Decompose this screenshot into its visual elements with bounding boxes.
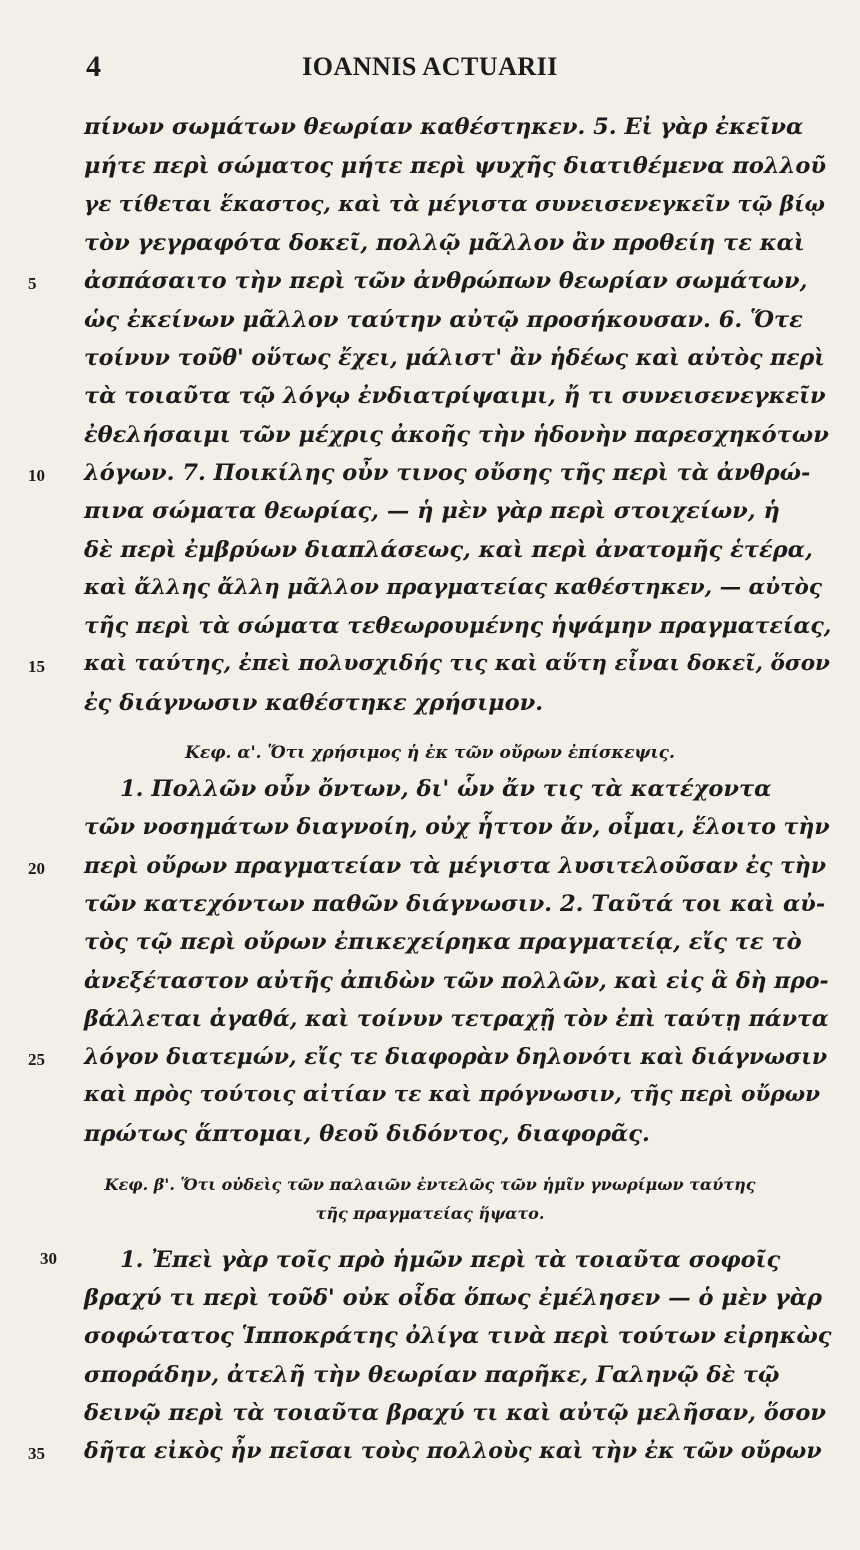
- text-line: τῶν κατεχόντων παθῶν διάγνωσιν. 2. Ταῦτά τοι καὶ αὐ-: [84, 891, 826, 917]
- text-line: καὶ ταύτης, ἐπεὶ πολυσχιδής τις καὶ αὕτη εἶναι δοκεῖ, ὅσον: [84, 651, 830, 676]
- text-line: ἀσπάσαιτο τὴν περὶ τῶν ἀνθρώπων θεωρίαν σωμάτων,: [84, 268, 808, 294]
- text-line: σοφώτατος Ἱπποκράτης ὀλίγα τινὰ περὶ τούτων εἰρηκὼς: [84, 1323, 832, 1349]
- chapter-2-heading: Κεφ. β'. Ὅτι οὐδεὶς τῶν παλαιῶν ἐντελῶς τῶν ἡμῖν γνωρίμων ταύτης: [104, 1175, 756, 1194]
- text-line: πρώτως ἅπτομαι, θεοῦ διδόντος, διαφορᾶς.: [84, 1121, 650, 1147]
- line-number: 20: [28, 859, 45, 878]
- chapter-1-heading: Κεφ. α'. Ὅτι χρήσιμος ἡ ἐκ τῶν οὔρων ἐπίσκεψις.: [185, 743, 675, 763]
- running-head: IOANNIS ACTUARII: [302, 52, 558, 81]
- line-number: 10: [28, 466, 45, 485]
- text-line: τῆς περὶ τὰ σώματα τεθεωρουμένης ἡψάμην πραγματείας,: [84, 613, 832, 639]
- line-number: 35: [28, 1444, 45, 1463]
- text-line: περὶ οὔρων πραγματείαν τὰ μέγιστα λυσιτελοῦσαν ἐς τὴν: [84, 853, 827, 879]
- text-line: 1. Πολλῶν οὖν ὄντων, δι' ὧν ἄν τις τὰ κατέχοντα: [120, 776, 772, 802]
- line-number: 15: [28, 657, 45, 676]
- text-line: τοίνυν τοῦθ' οὕτως ἔχει, μάλιστ' ἂν ἡδέως καὶ αὐτὸς περὶ: [84, 345, 825, 371]
- text-line: τὸν γεγραφότα δοκεῖ, πολλῷ μᾶλλον ἂν προθείη τε καὶ: [84, 230, 805, 256]
- text-line: δεινῷ περὶ τὰ τοιαῦτα βραχύ τι καὶ αὐτῷ μελῆσαν, ὅσον: [84, 1400, 827, 1426]
- text-line: λόγων. 7. Ποικίλης οὖν τινος οὔσης τῆς περὶ τὰ ἀνθρώ-: [84, 460, 811, 486]
- text-line: μήτε περὶ σώματος μήτε περὶ ψυχῆς διατιθέμενα πολλοῦ: [84, 153, 827, 179]
- text-line: πινα σώματα θεωρίας, — ἡ μὲν γὰρ περὶ στοιχείων, ἡ: [84, 498, 780, 524]
- text-line: τὸς τῷ περὶ οὔρων ἐπικεχείρηκα πραγματείᾳ, εἴς τε τὸ: [84, 929, 802, 955]
- text-line: ἐς διάγνωσιν καθέστηκε χρήσιμον.: [84, 690, 544, 716]
- text-line: 1. Ἐπεὶ γὰρ τοῖς πρὸ ἡμῶν περὶ τὰ τοιαῦτα σοφοῖς: [120, 1247, 781, 1273]
- text-line: βραχύ τι περὶ τοῦδ' οὐκ οἶδα ὅπως ἐμέλησεν — ὁ μὲν γὰρ: [84, 1285, 823, 1311]
- page-header: [0, 44, 860, 94]
- text-line: ὡς ἐκείνων μᾶλλον ταύτην αὐτῷ προσήκουσαν. 6. Ὅτε: [84, 307, 803, 333]
- text-line: καὶ πρὸς τούτοις αἰτίαν τε καὶ πρόγνωσιν, τῆς περὶ οὔρων: [84, 1082, 821, 1107]
- text-line: ἀνεξέταστον αὐτῆς ἀπιδὼν τῶν πολλῶν, καὶ εἰς ἃ δὴ προ-: [84, 968, 829, 994]
- line-number: 5: [28, 274, 37, 293]
- text-line: πίνων σωμάτων θεωρίαν καθέστηκεν. 5. Εἰ γὰρ ἐκεῖνα: [84, 114, 804, 140]
- line-number: 30: [40, 1249, 57, 1268]
- text-line: γε τίθεται ἕκαστος, καὶ τὰ μέγιστα συνεισενεγκεῖν τῷ βίῳ: [84, 192, 826, 217]
- text-line: καὶ ἄλλης ἄλλη μᾶλλον πραγματείας καθέστηκεν, — αὐτὸς: [84, 575, 822, 600]
- text-line: λόγον διατεμών, εἴς τε διαφορὰν δηλονότι καὶ διάγνωσιν: [84, 1044, 828, 1070]
- line-number: 25: [28, 1050, 45, 1069]
- text-line: δῆτα εἰκὸς ἦν πεῖσαι τοὺς πολλοὺς καὶ τὴν ἐκ τῶν οὔρων: [84, 1438, 822, 1464]
- text-line: τὰ τοιαῦτα τῷ λόγῳ ἐνδιατρίψαιμι, ἤ τι συνεισενεγκεῖν: [84, 383, 826, 409]
- chapter-2-heading-continued: τῆς πραγματείας ἥψατο.: [315, 1204, 545, 1223]
- text-line: ἐθελήσαιμι τῶν μέχρις ἀκοῆς τὴν ἡδονὴν παρεσχηκότων: [84, 422, 829, 448]
- page-number: 4: [86, 50, 101, 83]
- text-line: σποράδην, ἀτελῆ τὴν θεωρίαν παρῆκε, Γαληνῷ δὲ τῷ: [84, 1362, 780, 1388]
- text-line: δὲ περὶ ἐμβρύων διαπλάσεως, καὶ περὶ ἀνατομῆς ἑτέρα,: [84, 537, 813, 563]
- text-line: τῶν νοσημάτων διαγνοίη, οὐχ ἧττον ἄν, οἶμαι, ἕλοιτο τὴν: [84, 814, 830, 840]
- text-line: βάλλεται ἀγαθά, καὶ τοίνυν τετραχῇ τὸν ἐπὶ ταύτῃ πάντα: [84, 1006, 829, 1032]
